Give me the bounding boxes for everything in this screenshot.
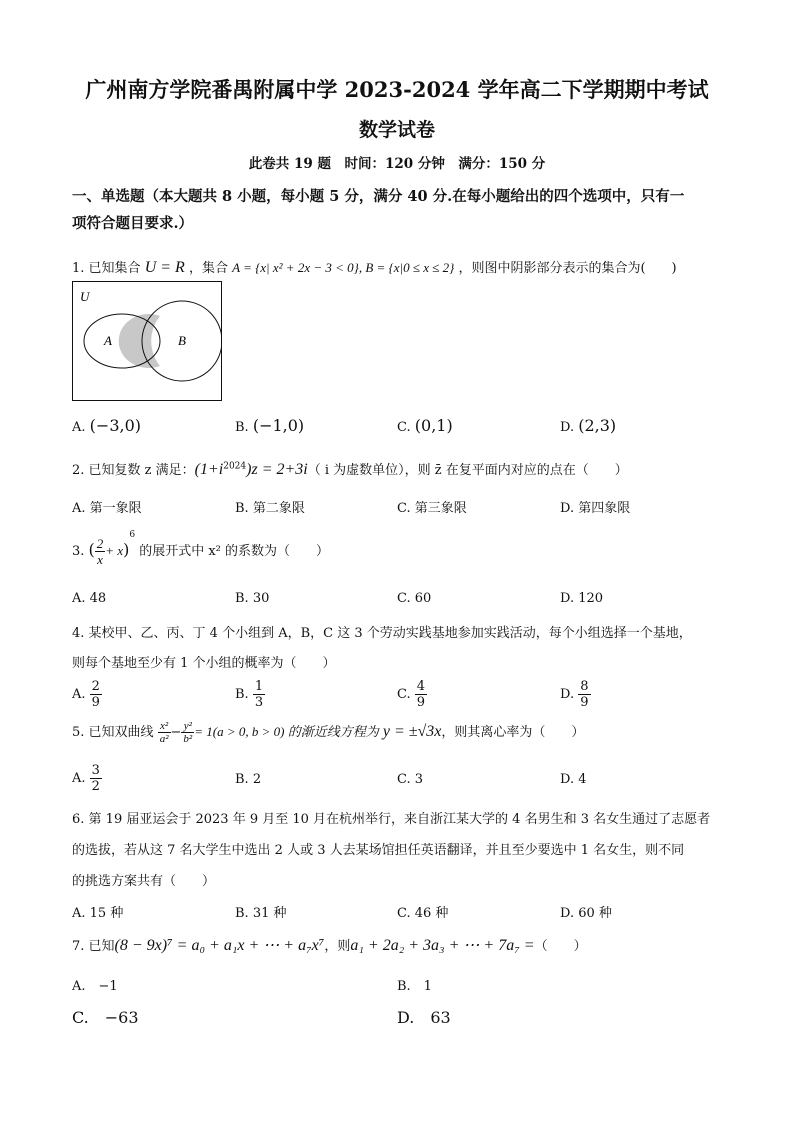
q5-option-a[interactable]: A. $\frac{3}{2}$ <box>72 763 100 794</box>
exam-subtitle: 数学试卷 <box>358 119 435 141</box>
q1-universe: U = R <box>144 259 185 276</box>
q7-option-c[interactable]: C. −63 <box>72 1008 139 1027</box>
q1-prefix: 1. 已知集合 <box>72 261 141 276</box>
question-3: 3. ( $\frac{2}{x}$ + x)$^6$ 的展开式中 x² 的系数为（ ） <box>72 530 330 567</box>
q4-option-b[interactable]: B. $\frac{1}{3}$ <box>235 679 264 710</box>
q6-option-a[interactable]: A. 15 种 <box>72 906 124 921</box>
q3-option-b[interactable]: B. 30 <box>235 591 270 606</box>
q1-option-c[interactable]: C. (0,1) <box>397 416 453 435</box>
q3-option-a[interactable]: A. 48 <box>72 591 107 606</box>
venn-svg <box>72 281 222 401</box>
venn-label-b: B <box>178 333 186 348</box>
q6-option-b[interactable]: B. 31 种 <box>235 906 287 921</box>
q2-option-a[interactable]: A. 第一象限 <box>72 501 142 516</box>
q5-option-d[interactable]: D. 4 <box>560 772 587 787</box>
q1-option-a[interactable]: A. (−3,0) <box>72 416 142 435</box>
question-4-line1: 4. 某校甲、乙、丙、丁 4 个小组到 A，B，C 这 3 个劳动实践基地参加实践活动，每个小组选择一个基地， <box>72 626 692 641</box>
question-4-line2: 则每个基地至少有 1 个小组的概率为（ ） <box>72 656 336 671</box>
q7-option-a[interactable]: A. −1 <box>72 979 118 994</box>
venn-diagram <box>72 281 222 401</box>
question-2: 2. 已知复数 z 满足：$(1+i^{2024})z = 2+3i$（ i 为虚数单位），则 z̄ 在复平面内对应的点在（ ） <box>72 461 628 478</box>
q1-option-b[interactable]: B. (−1,0) <box>235 416 305 435</box>
q2-option-c[interactable]: C. 第三象限 <box>397 501 467 516</box>
q1-mid: ，集合 <box>188 261 228 276</box>
q1-option-d[interactable]: D. (2,3) <box>560 416 617 435</box>
q1-suffix: ，则图中阴影部分表示的集合为( ) <box>458 261 677 276</box>
q5-option-b[interactable]: B. 2 <box>235 772 262 787</box>
q2-option-b[interactable]: B. 第二象限 <box>235 501 305 516</box>
exam-title: 广州南方学院番禺附属中学 2023-2024 学年高二下学期期中考试 <box>85 77 709 102</box>
q3-option-d[interactable]: D. 120 <box>560 591 604 606</box>
section-heading-line1: 一、单选题（本大题共 8 小题，每小题 5 分，满分 40 分.在每小题给出的四个选项中，只有一 <box>72 188 685 205</box>
q5-option-c[interactable]: C. 3 <box>397 772 424 787</box>
exam-info: 此卷共 19 题 时间：120 分钟 满分：150 分 <box>248 156 546 172</box>
shaded-region <box>119 314 160 368</box>
q4-option-d[interactable]: D. $\frac{8}{9}$ <box>560 679 589 710</box>
q2-option-d[interactable]: D. 第四象限 <box>560 501 631 516</box>
q4-option-a[interactable]: A. $\frac{2}{9}$ <box>72 679 100 710</box>
q7-option-d[interactable]: D. 63 <box>397 1008 451 1027</box>
question-5: 5. 已知双曲线 $\frac{\text{x²}}{\text{a²}}$ − $\frac{\text{y²}}{\text{b²}}$ = 1(a > 0, b > 0) 的渐近线方程为 y = ±√3x，则其离心率为（ ） <box>72 720 585 745</box>
question-1 <box>72 257 677 277</box>
venn-label-a: A <box>104 333 112 348</box>
section-heading-line2: 项符合题目要求.） <box>72 215 194 232</box>
venn-label-u: U <box>80 289 90 304</box>
q3-option-c[interactable]: C. 60 <box>397 591 432 606</box>
q1-sets: A = {x| x² + 2x − 3 < 0}, B = {x|0 ≤ x ≤ 2} <box>232 260 455 275</box>
question-7: 7. 已知(8 − 9x)⁷ = a₀ + a₁x + ⋯ + a₇x⁷，则a₁ + 2a₂ + 3a₃ + ⋯ + 7a₇ =（ ） <box>72 937 587 954</box>
q7-option-b[interactable]: B. 1 <box>397 979 432 994</box>
q6-option-c[interactable]: C. 46 种 <box>397 906 449 921</box>
question-6-line1: 6. 第 19 届亚运会于 2023 年 9 月至 10 月在杭州举行，来自浙江某大学的 4 名男生和 3 名女生通过了志愿者 <box>72 812 711 827</box>
q6-option-d[interactable]: D. 60 种 <box>560 906 612 921</box>
q4-option-c[interactable]: C. $\frac{4}{9}$ <box>397 679 426 710</box>
question-6-line2: 的选拔，若从这 7 名大学生中选出 2 人或 3 人去某场馆担任英语翻译，并且至少要选中 1 名女生，则不同 <box>72 843 685 858</box>
question-6-line3: 的挑选方案共有（ ） <box>72 874 216 889</box>
